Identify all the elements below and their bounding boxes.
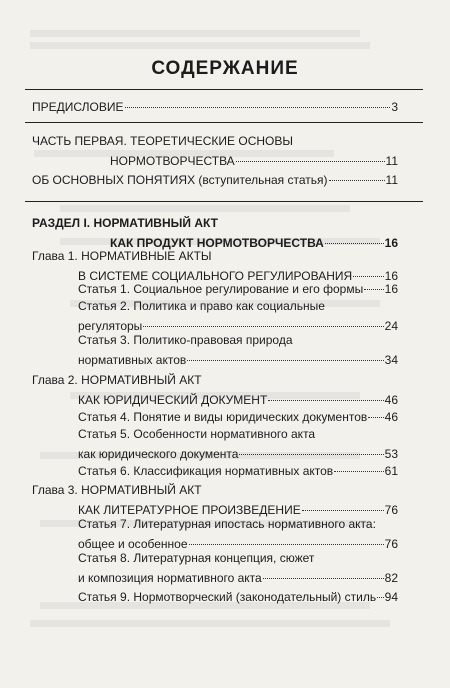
- toc-entry-heading: Статья 3. Политико-правовая природа: [78, 333, 293, 347]
- toc-entry-title: Статья 4. Понятие и виды юридических документов: [78, 410, 368, 424]
- toc-entry-row: [78, 278, 398, 298]
- page-number: 76: [384, 503, 398, 517]
- toc-entry: [78, 278, 398, 298]
- toc-entry-title: КАК ЮРИДИЧЕСКИЙ ДОКУМЕНТ: [78, 393, 268, 407]
- dot-leader: [239, 440, 383, 455]
- section-divider: [25, 122, 423, 123]
- page-number: 24: [384, 319, 398, 333]
- toc-entry-heading: Статья 5. Особенности нормативного акта: [78, 427, 316, 441]
- toc-entry-heading: Статья 2. Политика и право как социальные: [78, 299, 325, 313]
- page-number: 53: [384, 447, 398, 461]
- toc-entry: [78, 516, 398, 553]
- dot-leader: [268, 386, 383, 401]
- page-number: 46: [384, 393, 398, 407]
- dot-leader: [189, 530, 384, 545]
- page-number: 3: [391, 100, 398, 114]
- toc-entry: [32, 169, 398, 189]
- dot-leader: [125, 93, 391, 108]
- toc-entry-title: и композиция нормативного акта: [78, 571, 262, 585]
- toc-entry-heading: Статья 8. Литературная концепция, сюжет: [78, 551, 315, 565]
- dot-leader: [325, 229, 384, 244]
- toc-entry-title: регуляторы: [78, 319, 143, 333]
- page-title: СОДЕРЖАНИЕ: [151, 58, 299, 79]
- toc-entry-row: [78, 460, 398, 480]
- section-divider: [25, 201, 423, 202]
- toc-entry-title: Статья 9. Нормотворческий (законодательный) стиль: [78, 590, 377, 604]
- toc-entry-heading: Статья 7. Литературная ипостась нормативного акта:: [78, 517, 376, 531]
- toc-entry-title: ПРЕДИСЛОВИЕ: [32, 100, 124, 114]
- toc-entry-heading: Глава 1. НОРМАТИВНЫЕ АКТЫ: [32, 249, 212, 263]
- page-number: 76: [384, 537, 398, 551]
- toc-entry: [78, 406, 398, 426]
- dot-leader: [143, 312, 383, 327]
- page-number: 16: [384, 236, 398, 250]
- toc-entry-title: Статья 6. Классификация нормативных актов: [78, 464, 334, 478]
- toc-entry-row: [78, 586, 398, 606]
- toc-entry-heading: Глава 3. НОРМАТИВНЫЙ АКТ: [32, 483, 202, 497]
- dot-leader: [187, 346, 383, 361]
- toc-entry: [78, 586, 398, 606]
- toc-entry-row: [78, 406, 398, 426]
- toc-entry-title: КАК ЛИТЕРАТУРНОЕ ПРОИЗВЕДЕНИЕ: [78, 503, 301, 517]
- dot-leader: [263, 564, 384, 579]
- toc-entry: [32, 372, 398, 409]
- toc-entry-row: [32, 96, 398, 116]
- title-divider: [25, 89, 423, 90]
- dot-leader: [368, 403, 383, 418]
- page-number: 46: [384, 410, 398, 424]
- toc-entry: [32, 133, 398, 170]
- toc-entry-heading: РАЗДЕЛ I. НОРМАТИВНЫЙ АКТ: [32, 216, 218, 230]
- toc-entry: [78, 550, 398, 587]
- toc-entry-title: нормативных актов: [78, 353, 187, 367]
- toc-entry-title: Статья 1. Социальное регулирование и его формы: [78, 282, 364, 296]
- toc-entry: [78, 298, 398, 335]
- dot-leader: [364, 275, 383, 290]
- toc-entry-heading: ЧАСТЬ ПЕРВАЯ. ТЕОРЕТИЧЕСКИЕ ОСНОВЫ: [32, 134, 293, 148]
- dot-leader: [329, 166, 385, 181]
- page-number: 82: [384, 571, 398, 585]
- toc-entry-row: [78, 567, 398, 587]
- page-number: 34: [384, 353, 398, 367]
- page-number: 94: [384, 590, 398, 604]
- toc-entry: [32, 215, 398, 252]
- page-number: 11: [385, 154, 398, 168]
- dot-leader: [302, 496, 384, 511]
- toc-entry: [78, 332, 398, 369]
- page-number: 61: [384, 464, 398, 478]
- dot-leader: [334, 457, 383, 472]
- toc-entry-heading: Глава 2. НОРМАТИВНЫЙ АКТ: [32, 373, 202, 387]
- page-number: 11: [385, 173, 398, 187]
- toc-entry-title: НОРМОТВОРЧЕСТВА: [110, 154, 235, 168]
- toc-entry-title: КАК ПРОДУКТ НОРМОТВОРЧЕСТВА: [110, 236, 324, 250]
- toc-entry: [78, 460, 398, 480]
- toc-entry: [32, 482, 398, 519]
- toc-entry-title: В СИСТЕМЕ СОЦИАЛЬНОГО РЕГУЛИРОВАНИЯ: [78, 269, 353, 283]
- toc-entry-title: как юридического документа: [78, 447, 239, 461]
- page-number: 16: [384, 282, 398, 296]
- dot-leader: [236, 147, 385, 162]
- toc-entry-title: ОБ ОСНОВНЫХ ПОНЯТИЯХ (вступительная статья): [32, 173, 328, 187]
- toc-entry-row: [78, 349, 398, 369]
- page-number: 16: [384, 269, 398, 283]
- toc-entry: [32, 96, 398, 116]
- toc-entry-row: [32, 169, 398, 189]
- dot-leader: [377, 583, 384, 598]
- toc-entry-title: общее и особенное: [78, 537, 188, 551]
